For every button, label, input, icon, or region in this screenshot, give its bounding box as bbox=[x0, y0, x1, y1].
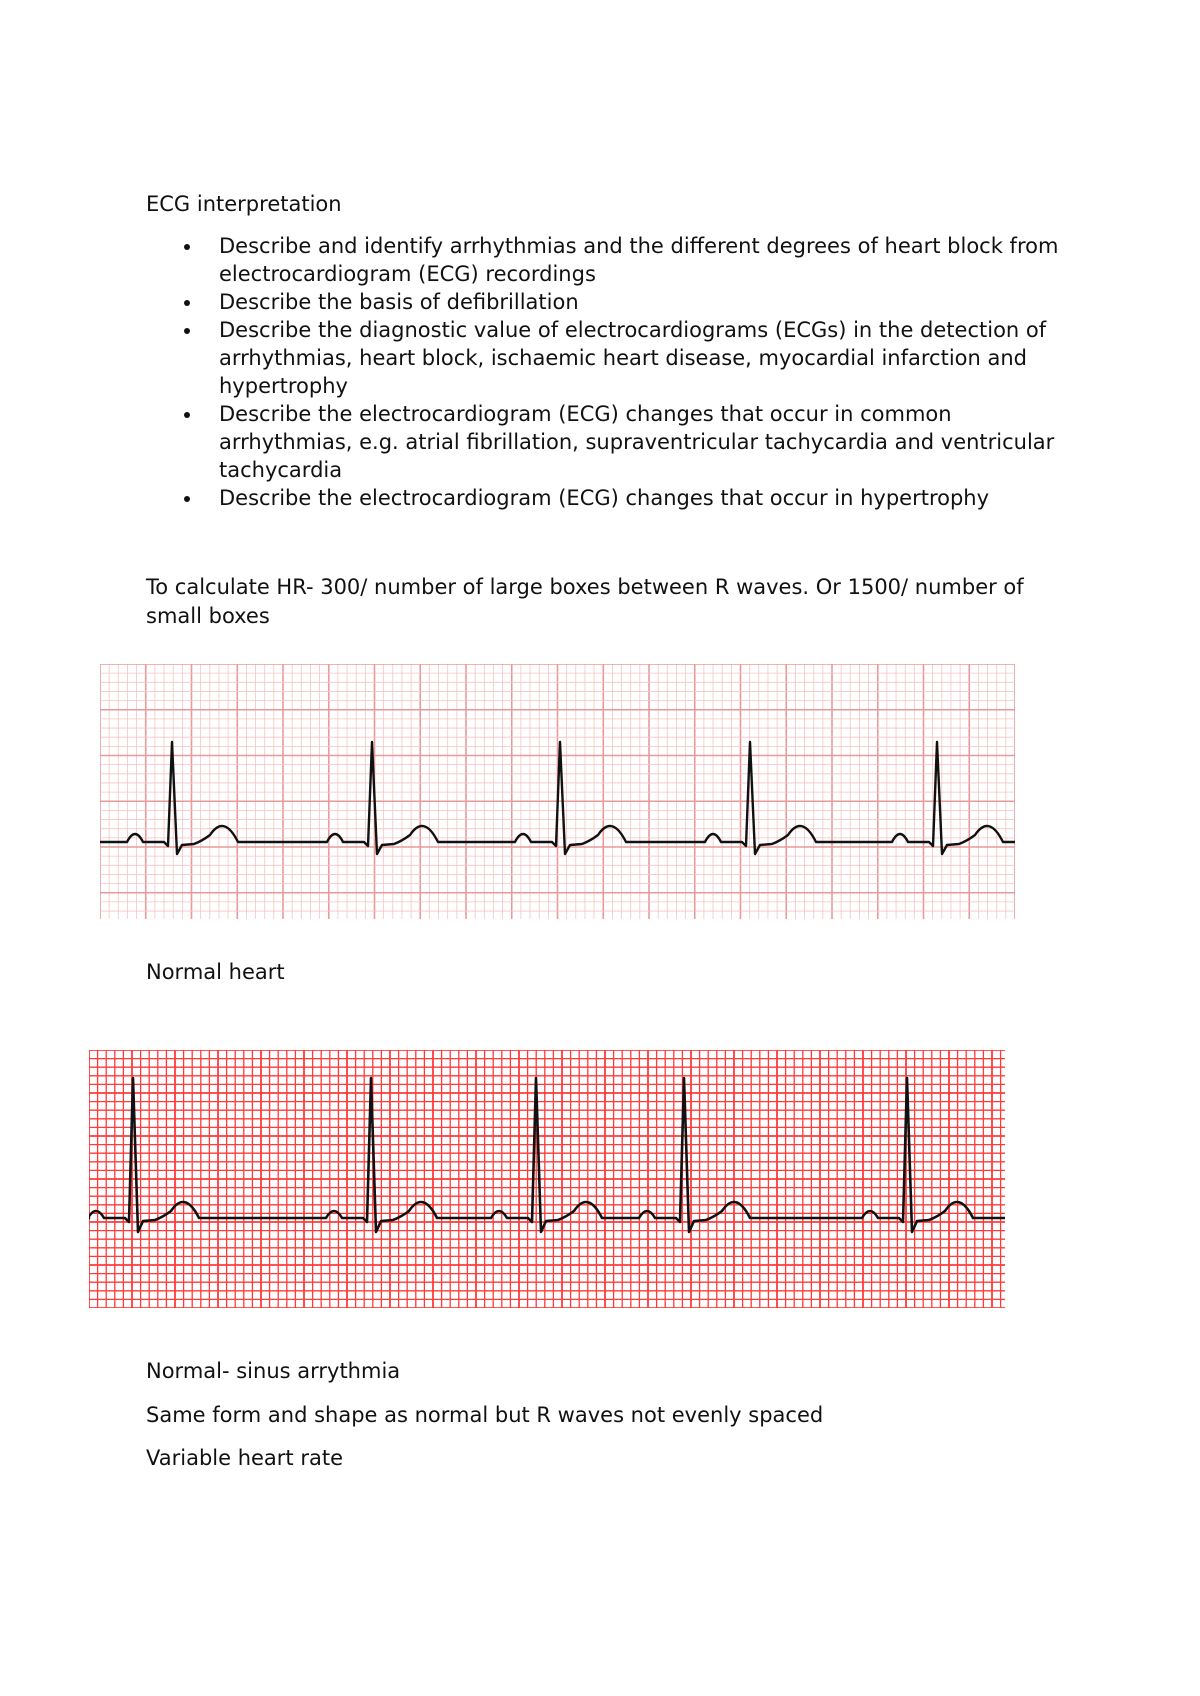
bullet-icon bbox=[184, 244, 190, 250]
ecg-strip-normal bbox=[100, 664, 1015, 919]
list-item bbox=[146, 316, 1076, 400]
list-item bbox=[146, 400, 1076, 484]
list-item-text: Describe and identify arrhythmias and the different degrees of heart block from electrocardiogram (ECG) recordings bbox=[219, 234, 1059, 286]
bullet-icon bbox=[184, 496, 190, 502]
document-heading: ECG interpretation bbox=[146, 192, 342, 216]
caption-sinus-arrhythmia: Normal- sinus arrythmia bbox=[146, 1359, 401, 1383]
list-item bbox=[146, 484, 1076, 512]
list-item bbox=[146, 288, 1076, 316]
objectives-list bbox=[146, 232, 1076, 512]
list-item-text: Describe the electrocardiogram (ECG) changes that occur in common arrhythmias, e.g. atrial fibrillation, supraventricular tachycardia and ventricular tachycardia bbox=[219, 402, 1055, 482]
bullet-icon bbox=[184, 300, 190, 306]
list-item-text: Describe the diagnostic value of electrocardiograms (ECGs) in the detection of arrhythmias, heart block, ischaemic heart disease, myocardial infarction and hypertrophy bbox=[219, 318, 1047, 398]
ecg-strip-sinus-arrhythmia bbox=[89, 1050, 1005, 1308]
caption-normal-heart: Normal heart bbox=[146, 960, 285, 984]
caption-variable-rate: Variable heart rate bbox=[146, 1446, 343, 1470]
bullet-icon bbox=[184, 328, 190, 334]
list-item bbox=[146, 232, 1076, 288]
bullet-icon bbox=[184, 412, 190, 418]
list-item-text: Describe the basis of defibrillation bbox=[219, 290, 579, 314]
list-item-text: Describe the electrocardiogram (ECG) changes that occur in hypertrophy bbox=[219, 486, 990, 510]
heart-rate-note: To calculate HR- 300/ number of large boxes between R waves. Or 1500/ number of small boxes bbox=[146, 575, 1024, 628]
caption-same-form: Same form and shape as normal but R waves not evenly spaced bbox=[146, 1403, 824, 1427]
